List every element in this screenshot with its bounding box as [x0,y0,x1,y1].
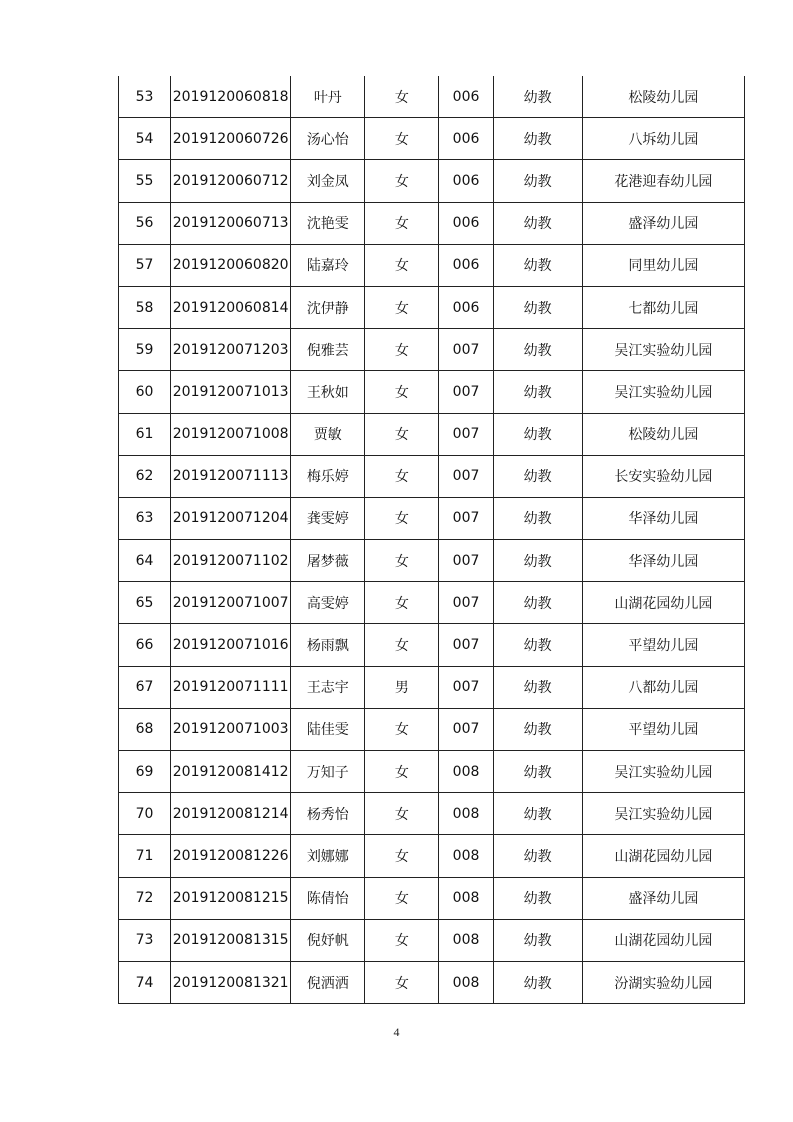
table-row [119,160,745,202]
table-row [119,624,745,666]
gender-cell: 女 [365,751,439,793]
gender-cell: 女 [365,540,439,582]
subject-cell: 幼教 [493,329,582,371]
gender-cell: 女 [365,160,439,202]
table-row [119,666,745,708]
table-row [119,540,745,582]
school-cell: 吴江实验幼儿园 [582,329,744,371]
row-number-cell: 59 [119,329,171,371]
gender-cell: 女 [365,877,439,919]
name-cell: 杨秀怡 [291,793,365,835]
position-code-cell: 007 [439,708,493,750]
row-number-cell: 61 [119,413,171,455]
row-number-cell: 64 [119,540,171,582]
candidate-id-cell: 2019120081412 [171,751,291,793]
position-code-cell: 008 [439,751,493,793]
school-cell: 盛泽幼儿园 [582,202,744,244]
name-cell: 王志宇 [291,666,365,708]
table-row [119,877,745,919]
school-cell: 吴江实验幼儿园 [582,751,744,793]
name-cell: 贾敏 [291,413,365,455]
row-number-cell: 57 [119,244,171,286]
name-cell: 陆佳雯 [291,708,365,750]
candidate-id-cell: 2019120060818 [171,76,291,118]
position-code-cell: 006 [439,202,493,244]
position-code-cell: 007 [439,582,493,624]
position-code-cell: 006 [439,160,493,202]
position-code-cell: 007 [439,413,493,455]
row-number-cell: 74 [119,961,171,1003]
row-number-cell: 60 [119,371,171,413]
school-cell: 吴江实验幼儿园 [582,371,744,413]
name-cell: 倪洒洒 [291,961,365,1003]
name-cell: 汤心怡 [291,118,365,160]
table-row [119,202,745,244]
position-code-cell: 008 [439,919,493,961]
table-row [119,961,745,1003]
gender-cell: 女 [365,624,439,666]
position-code-cell: 007 [439,455,493,497]
gender-cell: 女 [365,919,439,961]
position-code-cell: 008 [439,961,493,1003]
name-cell: 陆嘉玲 [291,244,365,286]
school-cell: 松陵幼儿园 [582,413,744,455]
table-row [119,286,745,328]
name-cell: 万知子 [291,751,365,793]
gender-cell: 女 [365,244,439,286]
school-cell: 八都幼儿园 [582,666,744,708]
subject-cell: 幼教 [493,708,582,750]
candidate-id-cell: 2019120071007 [171,582,291,624]
table-row [119,919,745,961]
position-code-cell: 007 [439,624,493,666]
candidate-id-cell: 2019120071013 [171,371,291,413]
name-cell: 沈伊静 [291,286,365,328]
subject-cell: 幼教 [493,540,582,582]
position-code-cell: 008 [439,835,493,877]
row-number-cell: 58 [119,286,171,328]
position-code-cell: 006 [439,118,493,160]
name-cell: 叶丹 [291,76,365,118]
school-cell: 八坼幼儿园 [582,118,744,160]
subject-cell: 幼教 [493,497,582,539]
school-cell: 同里幼儿园 [582,244,744,286]
row-number-cell: 68 [119,708,171,750]
row-number-cell: 65 [119,582,171,624]
gender-cell: 女 [365,76,439,118]
subject-cell: 幼教 [493,877,582,919]
gender-cell: 女 [365,835,439,877]
candidate-id-cell: 2019120071008 [171,413,291,455]
name-cell: 陈倩怡 [291,877,365,919]
subject-cell: 幼教 [493,76,582,118]
row-number-cell: 69 [119,751,171,793]
table-row [119,118,745,160]
name-cell: 王秋如 [291,371,365,413]
position-code-cell: 007 [439,497,493,539]
candidate-id-cell: 2019120060814 [171,286,291,328]
row-number-cell: 70 [119,793,171,835]
subject-cell: 幼教 [493,160,582,202]
candidate-id-cell: 2019120081315 [171,919,291,961]
position-code-cell: 006 [439,76,493,118]
subject-cell: 幼教 [493,202,582,244]
row-number-cell: 56 [119,202,171,244]
candidate-id-cell: 2019120071003 [171,708,291,750]
subject-cell: 幼教 [493,835,582,877]
school-cell: 山湖花园幼儿园 [582,919,744,961]
name-cell: 刘金凤 [291,160,365,202]
position-code-cell: 007 [439,666,493,708]
name-cell: 龚雯婷 [291,497,365,539]
subject-cell: 幼教 [493,118,582,160]
candidate-id-cell: 2019120071203 [171,329,291,371]
roster-table [118,76,745,1004]
position-code-cell: 007 [439,540,493,582]
row-number-cell: 54 [119,118,171,160]
table-row [119,76,745,118]
candidate-id-cell: 2019120060726 [171,118,291,160]
school-cell: 松陵幼儿园 [582,76,744,118]
subject-cell: 幼教 [493,455,582,497]
gender-cell: 男 [365,666,439,708]
subject-cell: 幼教 [493,793,582,835]
school-cell: 长安实验幼儿园 [582,455,744,497]
row-number-cell: 53 [119,76,171,118]
candidate-id-cell: 2019120081226 [171,835,291,877]
position-code-cell: 007 [439,371,493,413]
candidate-id-cell: 2019120060712 [171,160,291,202]
position-code-cell: 008 [439,877,493,919]
subject-cell: 幼教 [493,413,582,455]
row-number-cell: 66 [119,624,171,666]
school-cell: 盛泽幼儿园 [582,877,744,919]
subject-cell: 幼教 [493,919,582,961]
gender-cell: 女 [365,413,439,455]
subject-cell: 幼教 [493,666,582,708]
candidate-id-cell: 2019120081321 [171,961,291,1003]
table-row [119,413,745,455]
subject-cell: 幼教 [493,286,582,328]
school-cell: 平望幼儿园 [582,708,744,750]
candidate-id-cell: 2019120081215 [171,877,291,919]
school-cell: 七都幼儿园 [582,286,744,328]
gender-cell: 女 [365,329,439,371]
candidate-id-cell: 2019120071016 [171,624,291,666]
row-number-cell: 72 [119,877,171,919]
row-number-cell: 62 [119,455,171,497]
table-row [119,455,745,497]
school-cell: 汾湖实验幼儿园 [582,961,744,1003]
table-row [119,835,745,877]
gender-cell: 女 [365,118,439,160]
table-row [119,708,745,750]
gender-cell: 女 [365,582,439,624]
table-row [119,582,745,624]
name-cell: 梅乐婷 [291,455,365,497]
candidate-id-cell: 2019120081214 [171,793,291,835]
row-number-cell: 73 [119,919,171,961]
gender-cell: 女 [365,202,439,244]
school-cell: 华泽幼儿园 [582,497,744,539]
roster-table-body [119,76,745,1004]
name-cell: 屠梦薇 [291,540,365,582]
row-number-cell: 55 [119,160,171,202]
position-code-cell: 006 [439,244,493,286]
subject-cell: 幼教 [493,624,582,666]
name-cell: 刘娜娜 [291,835,365,877]
subject-cell: 幼教 [493,961,582,1003]
gender-cell: 女 [365,497,439,539]
table-row [119,497,745,539]
name-cell: 高雯婷 [291,582,365,624]
school-cell: 花港迎春幼儿园 [582,160,744,202]
candidate-id-cell: 2019120071113 [171,455,291,497]
table-row [119,329,745,371]
school-cell: 山湖花园幼儿园 [582,835,744,877]
table-row [119,371,745,413]
subject-cell: 幼教 [493,371,582,413]
name-cell: 沈艳雯 [291,202,365,244]
candidate-id-cell: 2019120071204 [171,497,291,539]
candidate-id-cell: 2019120060713 [171,202,291,244]
school-cell: 山湖花园幼儿园 [582,582,744,624]
subject-cell: 幼教 [493,582,582,624]
candidate-id-cell: 2019120060820 [171,244,291,286]
table-row [119,793,745,835]
gender-cell: 女 [365,371,439,413]
candidate-id-cell: 2019120071102 [171,540,291,582]
gender-cell: 女 [365,961,439,1003]
gender-cell: 女 [365,455,439,497]
row-number-cell: 71 [119,835,171,877]
school-cell: 华泽幼儿园 [582,540,744,582]
candidate-id-cell: 2019120071111 [171,666,291,708]
name-cell: 杨雨飘 [291,624,365,666]
gender-cell: 女 [365,286,439,328]
page-number: 4 [393,1025,400,1039]
subject-cell: 幼教 [493,244,582,286]
gender-cell: 女 [365,708,439,750]
roster-table-container [118,76,745,1004]
position-code-cell: 007 [439,329,493,371]
school-cell: 吴江实验幼儿园 [582,793,744,835]
table-row [119,751,745,793]
row-number-cell: 63 [119,497,171,539]
school-cell: 平望幼儿园 [582,624,744,666]
position-code-cell: 006 [439,286,493,328]
gender-cell: 女 [365,793,439,835]
subject-cell: 幼教 [493,751,582,793]
name-cell: 倪妤帆 [291,919,365,961]
name-cell: 倪雅芸 [291,329,365,371]
row-number-cell: 67 [119,666,171,708]
position-code-cell: 008 [439,793,493,835]
table-row [119,244,745,286]
